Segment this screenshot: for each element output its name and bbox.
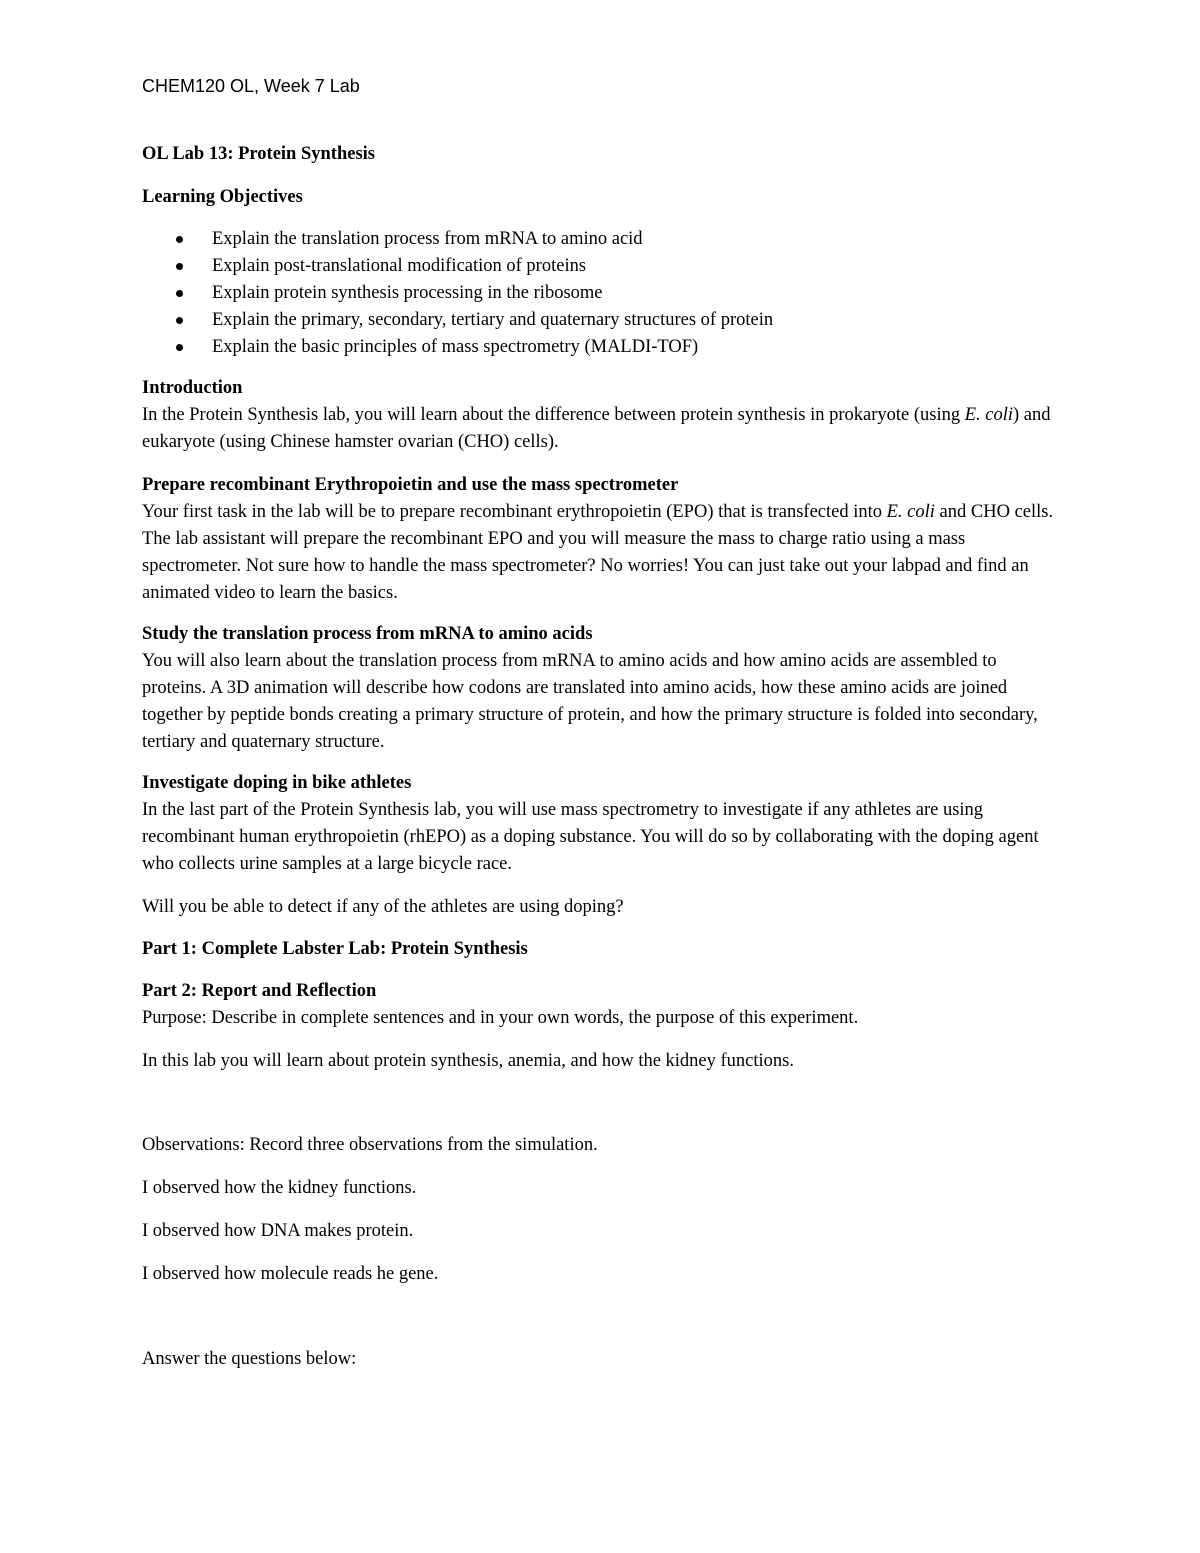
observations-prompt: Observations: Record three observations from the simulation. [142,1135,598,1155]
part2-heading: Part 2: Report and Reflection [142,981,377,1001]
study-text: You will also learn about the translation process from mRNA to amino acids and how amino acids are assembled to proteins. A 3D animation will describe how codons are translated into amino acids, how these amino acids are joined together by peptide bonds creating a primary structure of protein, and how the primary structure is folded into secondary, tertiary and quaternary structure. [142,651,1038,752]
bullet-icon [176,236,183,243]
objective-item: Explain post-translational modification of proteins [142,253,1062,280]
purpose-prompt: Purpose: Describe in complete sentences and in your own words, the purpose of this experiment. [142,1008,859,1028]
answer-prompt: Answer the questions below: [142,1349,357,1369]
objectives-list [142,226,1062,361]
objective-item: Explain the translation process from mRNA to amino acid [142,226,1062,253]
introduction-heading: Introduction [142,378,243,398]
doping-section [142,770,1062,878]
prepare-section [142,472,1062,607]
study-heading: Study the translation process from mRNA to amino acids [142,624,593,644]
lab-title: OL Lab 13: Protein Synthesis [142,144,376,164]
bullet-icon [176,344,183,351]
objectives-heading: Learning Objectives [142,187,303,207]
objective-item: Explain protein synthesis processing in the ribosome [142,280,1062,307]
observation-item: I observed how the kidney functions. [142,1178,417,1198]
objective-item: Explain the basic principles of mass spectrometry (MALDI-TOF) [142,334,1062,361]
objective-item: Explain the primary, secondary, tertiary and quaternary structures of protein [142,307,1062,334]
observation-item: I observed how DNA makes protein. [142,1221,414,1241]
part1-heading: Part 1: Complete Labster Lab: Protein Synthesis [142,939,528,959]
study-section [142,621,1062,756]
doping-text: In the last part of the Protein Synthesis lab, you will use mass spectrometry to investigate if any athletes are using recombinant human erythropoietin (rhEPO) as a doping substance. You will do so by collaborating with the doping agent who collects urine samples at a large bicycle race. [142,800,1039,874]
bullet-icon [176,263,183,270]
prepare-text: Your first task in the lab will be to prepare recombinant erythropoietin (EPO) that is transfected into E. coli and CHO cells. The lab assistant will prepare the recombinant EPO and you will measure the mass to charge ratio using a mass spectrometer. Not sure how to handle the mass spectrometer? No worries! You can just take out your labpad and find an animated video to learn the basics. [142,502,1054,603]
bullet-icon [176,290,183,297]
observation-item: I observed how molecule reads he gene. [142,1264,439,1284]
introduction-text: In the Protein Synthesis lab, you will learn about the difference between protein synthesis in prokaryote (using E. coli) and eukaryote (using Chinese hamster ovarian (CHO) cells). [142,405,1051,452]
introduction-section [142,375,1062,456]
purpose-answer: In this lab you will learn about protein synthesis, anemia, and how the kidney functions. [142,1051,794,1071]
doping-heading: Investigate doping in bike athletes [142,773,412,793]
bullet-icon [176,317,183,324]
doping-question: Will you be able to detect if any of the athletes are using doping? [142,897,624,917]
page-header: CHEM120 OL, Week 7 Lab [142,76,360,96]
part2-section [142,978,1062,1032]
prepare-heading: Prepare recombinant Erythropoietin and use the mass spectrometer [142,475,679,495]
